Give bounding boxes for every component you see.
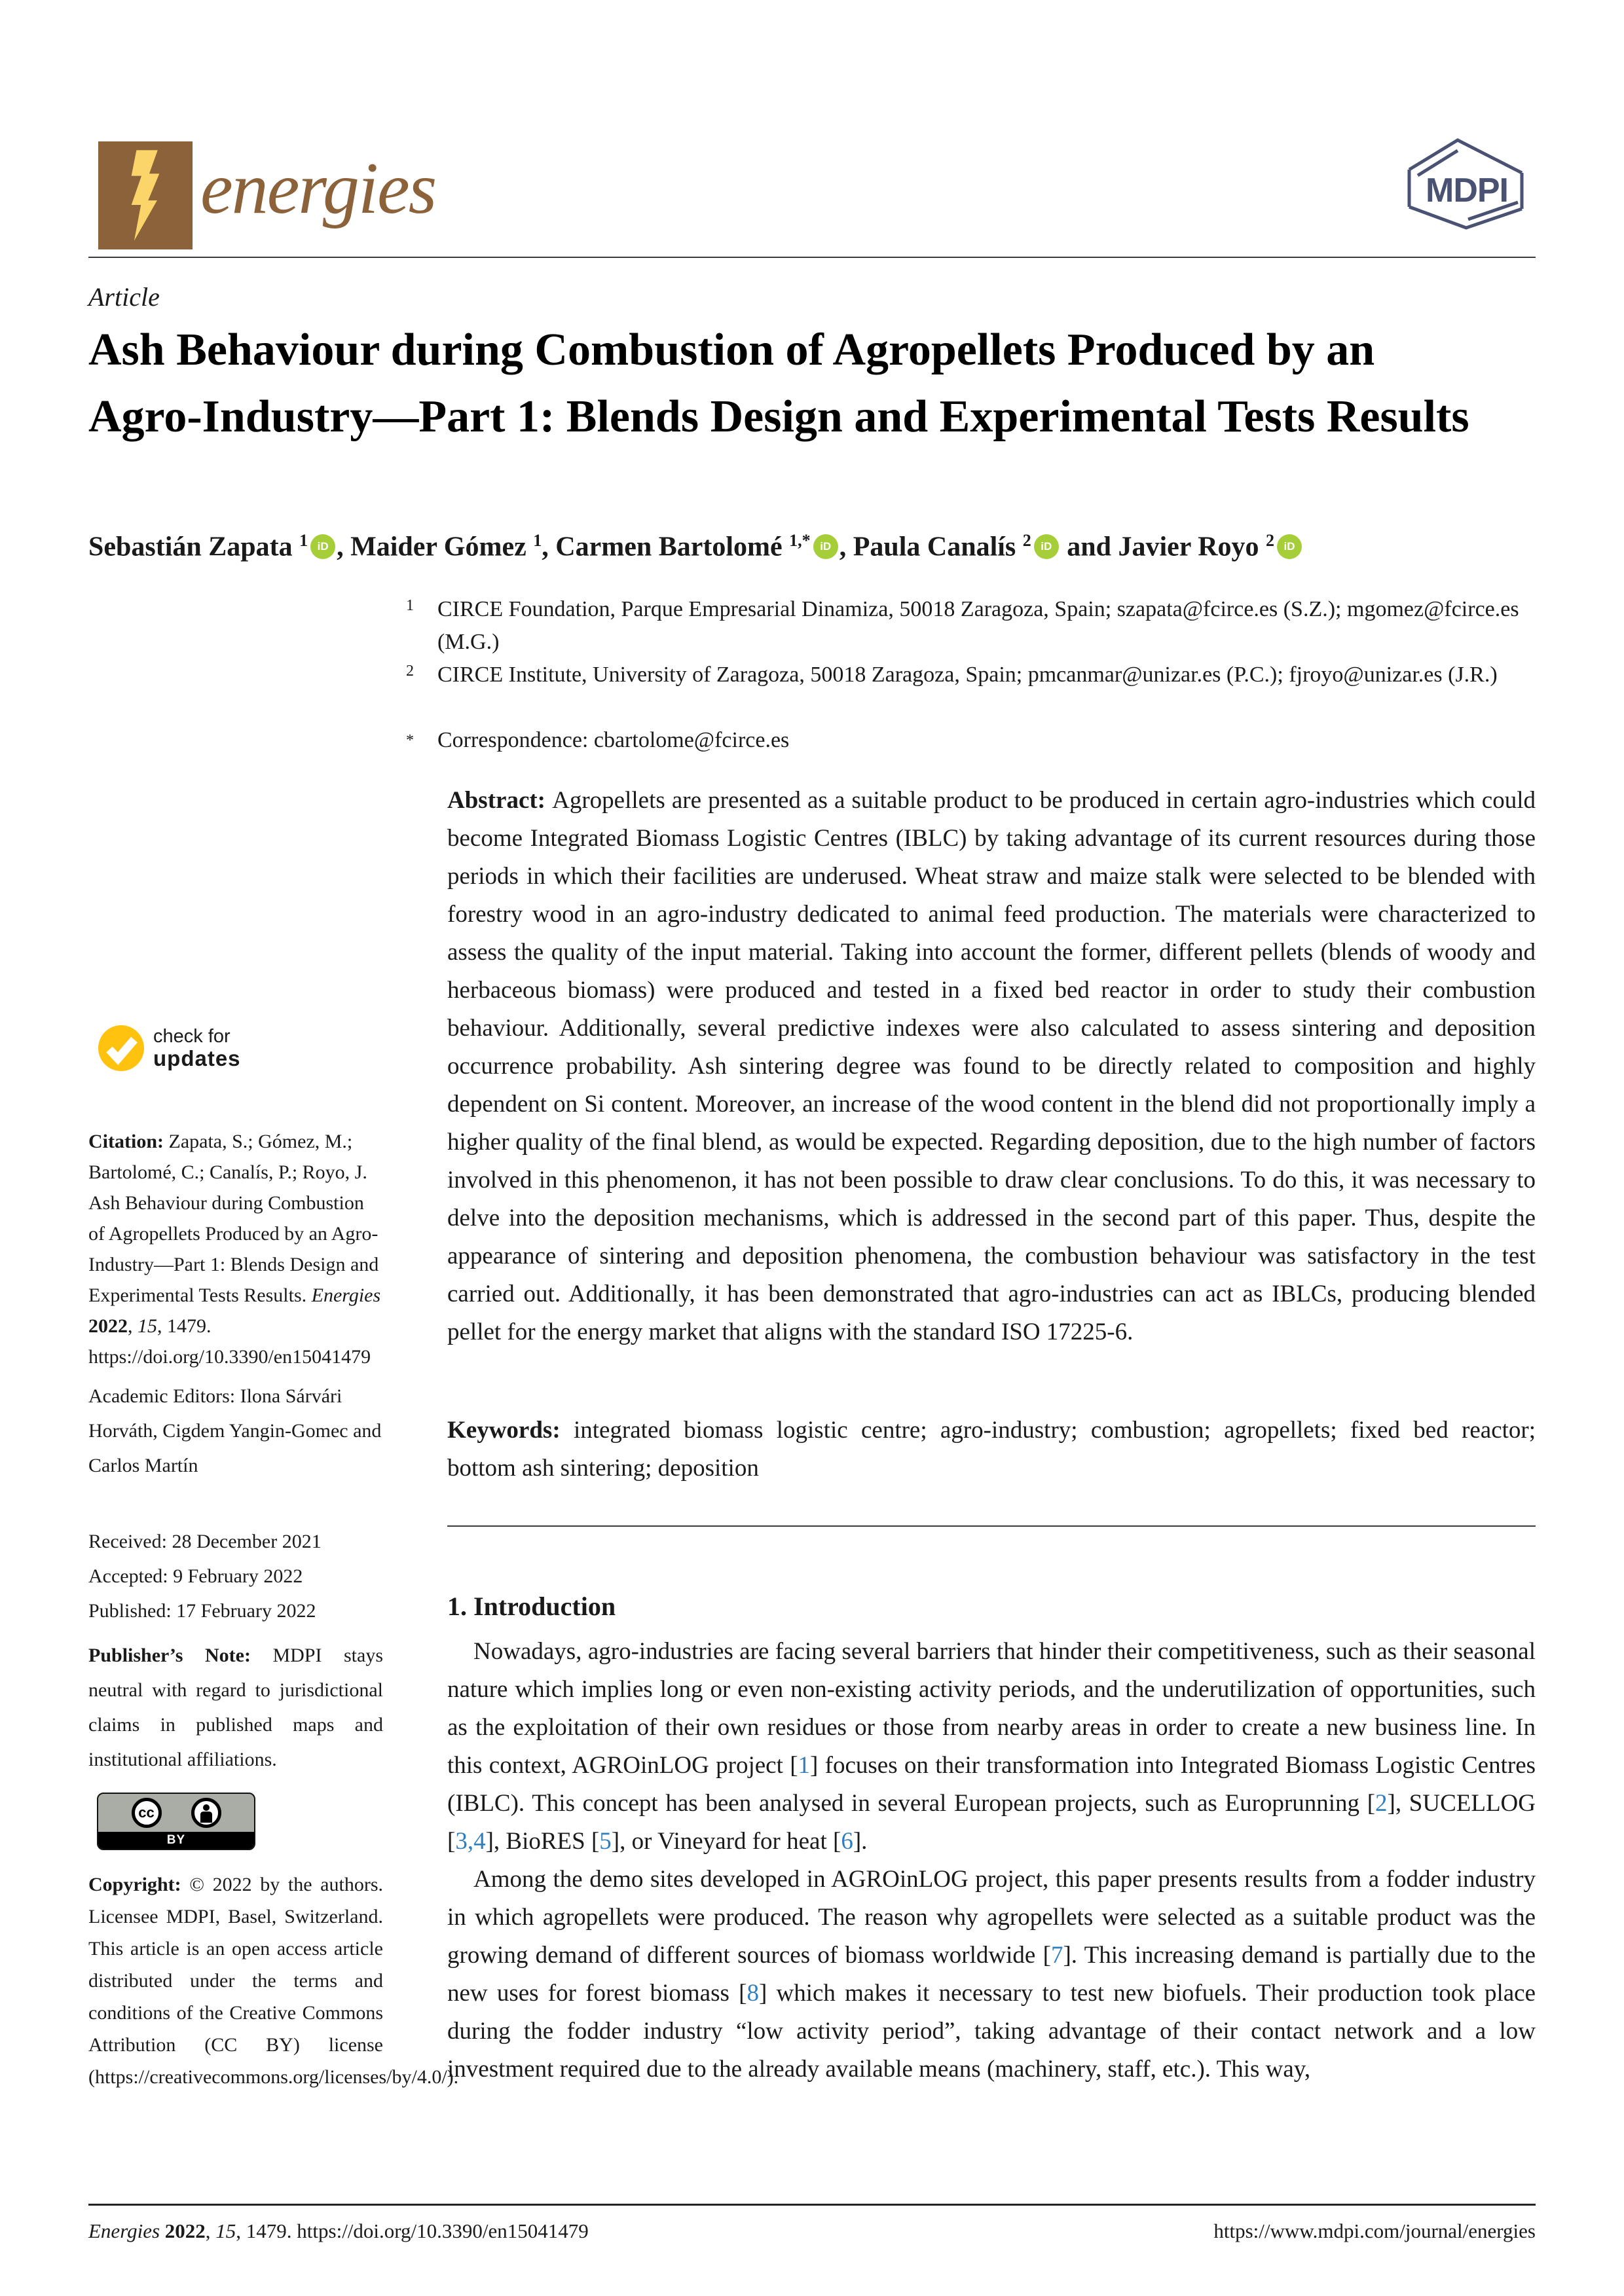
orcid-icon[interactable]: iD [1277, 534, 1302, 559]
text-segment: , [205, 2219, 216, 2242]
text-segment: Agropellets are presented as a suitable product to be produced in certain agro-industries which could become Integrated Biomass Logistic Centres (IBLC) by taking advantage of its current resources during those periods in which their facilities are underused. Wheat straw and maize stalk were selected to be blended with forestry wood in an agro-industry dedicated to animal feed production. The materials were characterized to assess the quality of the input material. Taking into account the former, different pellets (blends of woody and herbaceous biomass) were produced and tested in a fixed bed reactor in order to study their combustion behaviour. Additionally, several predictive indexes were also calculated to assess sintering and deposition occurrence probability. Ash sintering degree was found to be directly related to composition and highly dependent on Si content. Moreover, an increase of the wood content in the blend did not proportionally imply a higher quality of the final blend, as would be expected. Regarding deposition, due to the high number of factors involved in this phenomenon, it has not been possible to draw clear conclusions. To do this, it was necessary to delve into the deposition mechanisms, which is addressed in the second part of this paper. Thus, despite the appearance of sintering and deposition phenomena, the combustion behaviour was satisfactory in the test carried out. Additionally, it has been demonstrated that agro-industries can act as IBLCs, producing blended pellet for the energy market that aligns with the standard ISO 17225-6. [447, 787, 1536, 1345]
text-segment: ], BioRES [ [485, 1828, 600, 1855]
footer-divider [88, 2204, 1536, 2206]
text-segment: , 1479. https://doi.org/10.3390/en15041479 [88, 1315, 371, 1368]
header-divider [88, 257, 1536, 258]
check-circle-icon [98, 1025, 144, 1071]
text-segment: Abstract: [447, 787, 553, 814]
text-segment: , Maider Gómez [337, 532, 534, 562]
text-segment: 2 [1022, 531, 1031, 550]
page-title: Ash Behaviour during Combustion of Agropellets Produced by an Agro-Industry—Part 1: Blends Design and Experimental Tests Results [88, 325, 1469, 442]
citation-ref[interactable]: 6 [841, 1828, 853, 1855]
affiliation-row [406, 593, 1536, 659]
text-segment: Nowadays, agro-industries are facing several barriers that hinder their competitiveness, such as their seasonal nature which implies long or even non-existing activity periods, and the underutilization of opportunities, such as the exploitation of their own residues or those from nearby areas in order to create a new business line. In this context, AGROinLOG project [ [447, 1638, 1536, 1779]
person-icon [191, 1798, 221, 1828]
received-date: Received: 28 December 2021 [88, 1531, 322, 1552]
text-segment: ], or Vineyard for heat [ [611, 1828, 841, 1855]
text-segment: 1 [533, 531, 542, 550]
text-segment: ]. [853, 1828, 868, 1855]
mdpi-logo-text: MDPI [1426, 172, 1508, 210]
text-segment: Energies [88, 2219, 165, 2242]
text-segment: Citation: [88, 1131, 169, 1152]
check-for-updates-button[interactable] [98, 1025, 241, 1071]
journal-name: energies [200, 148, 436, 229]
cc-by-license-badge[interactable] [97, 1793, 255, 1850]
text-segment: 1,* [789, 531, 811, 550]
citation-ref[interactable]: 8 [747, 1980, 759, 2007]
affiliation-marker: 1 [406, 597, 414, 614]
text-segment: Among the demo sites developed in AGROinLOG project, this paper presents results from a fodder industry in which agropellets were produced. The reason why agropellets were selected as a suitable product was the growing demand of different sources of biomass worldwide [ [447, 1866, 1536, 1969]
cc-by-label: BY [98, 1832, 254, 1849]
text-segment: ] which makes it necessary to test new biofuels. Their production took place during the fodder industry “low activity period”, taking advantage of their contact network and a low investment required due to the already available means (machinery, staff, etc.). This way, [447, 1980, 1536, 2083]
affiliation-marker: 2 [406, 663, 414, 680]
text-segment: , Carmen Bartolomé [542, 532, 790, 562]
lightning-bolt-icon [115, 148, 175, 243]
section-heading-introduction: 1. Introduction [447, 1592, 616, 1621]
citation-note [88, 1126, 383, 1372]
text-segment: Publisher’s Note: [88, 1645, 273, 1666]
correspondence-row [406, 724, 1536, 757]
abstract [447, 782, 1536, 1351]
text-segment: ] focuses on their transformation into Integrated Biomass Logistic Centres (IBLC). This concept has been analysed in several European projects, such as Europrunning [ [447, 1752, 1536, 1817]
intro-paragraph-2 [447, 1861, 1536, 2088]
text-segment: ]. This increasing demand is partially due to the new uses for forest biomass [ [447, 1942, 1536, 2007]
orcid-icon[interactable]: iD [813, 534, 838, 559]
publisher-note [88, 1638, 383, 1777]
affiliation-row [406, 659, 1536, 691]
mdpi-logo [1400, 128, 1538, 240]
footer-citation [88, 2219, 589, 2243]
citation-ref[interactable]: 1 [798, 1752, 811, 1779]
text-segment: Keywords: [447, 1417, 574, 1444]
text-segment: MDPI stays neutral with regard to jurisdictional claims in published maps and institutional affiliations. [88, 1645, 383, 1770]
text-segment: , 1479. https://doi.org/10.3390/en15041479 [236, 2219, 589, 2242]
text-segment: ], SUCELLOG [ [447, 1790, 1536, 1855]
history-dates [88, 1524, 383, 1628]
text-segment: , [128, 1315, 138, 1337]
text-segment: 15 [138, 1315, 157, 1337]
text-segment: 2022 [164, 2219, 206, 2242]
creative-commons-icon: cc [132, 1798, 162, 1828]
correspondence-marker: * [406, 732, 414, 749]
footer-journal-url[interactable]: https://www.mdpi.com/journal/energies [1213, 2219, 1536, 2242]
check-badge-label: check for updates [153, 1026, 241, 1070]
academic-editors: Academic Editors: Ilona Sárvári Horváth, Cigdem Yangin-Gomec and Carlos Martín [88, 1385, 382, 1476]
text-segment: Zapata, S.; Gómez, M.; Bartolomé, C.; Canalís, P.; Royo, J. Ash Behaviour during Combustion of Agropellets Produced by an Agro-Industry—Part 1: Blends Design and Experimental Tests Results. [88, 1131, 379, 1306]
published-date: Published: 17 February 2022 [88, 1600, 316, 1622]
text-segment: 15 [215, 2219, 236, 2242]
affiliation-text: CIRCE Institute, University of Zaragoza, 50018 Zaragoza, Spain; pmcanmar@unizar.es (P.C.); fjroyo@unizar.es (J.R.) [437, 663, 1498, 687]
keywords [447, 1412, 1536, 1487]
introduction-body [447, 1633, 1536, 2088]
energies-logo [98, 141, 193, 249]
text-segment: Copyright: [88, 1874, 190, 1895]
citation-ref[interactable]: 3,4 [455, 1828, 486, 1855]
citation-ref[interactable]: 2 [1375, 1790, 1388, 1817]
text-segment: and Javier Royo [1060, 532, 1266, 562]
citation-ref[interactable]: 7 [1050, 1942, 1063, 1969]
text-segment: Sebastián Zapata [88, 532, 300, 562]
copyright-note [88, 1868, 459, 2093]
accepted-date: Accepted: 9 February 2022 [88, 1565, 303, 1587]
orcid-icon[interactable]: iD [1034, 534, 1059, 559]
section-divider [447, 1525, 1536, 1527]
authors-line [88, 522, 1536, 565]
orcid-icon[interactable]: iD [310, 534, 335, 559]
correspondence-text: Correspondence: cbartolome@fcirce.es [437, 728, 790, 752]
intro-paragraph-1 [447, 1633, 1536, 1861]
citation-ref[interactable]: 5 [599, 1828, 612, 1855]
text-segment: , Paula Canalís [839, 532, 1023, 562]
text-segment: © 2022 by the authors. Licensee MDPI, Basel, Switzerland. This article is an open access article distributed under the terms and conditions of the Creative Commons Attribution (CC BY) license (https://creativecommons.org/licenses/by/4.0/). [88, 1874, 459, 2088]
text-segment: 1 [299, 531, 308, 550]
text-segment: 2022 [88, 1315, 128, 1337]
article-type-label: Article [88, 282, 160, 312]
affiliation-text: CIRCE Foundation, Parque Empresarial Dinamiza, 50018 Zaragoza, Spain; szapata@fcirce.es (S.Z.); mgomez@fcirce.es (M.G.) [437, 597, 1519, 654]
text-segment: Energies [311, 1285, 381, 1306]
cc-badge-icons [98, 1794, 254, 1832]
text-segment: 2 [1266, 531, 1275, 550]
text-segment: integrated biomass logistic centre; agro-industry; combustion; agropellets; fixed bed reactor; bottom ash sintering; deposition [447, 1417, 1536, 1482]
